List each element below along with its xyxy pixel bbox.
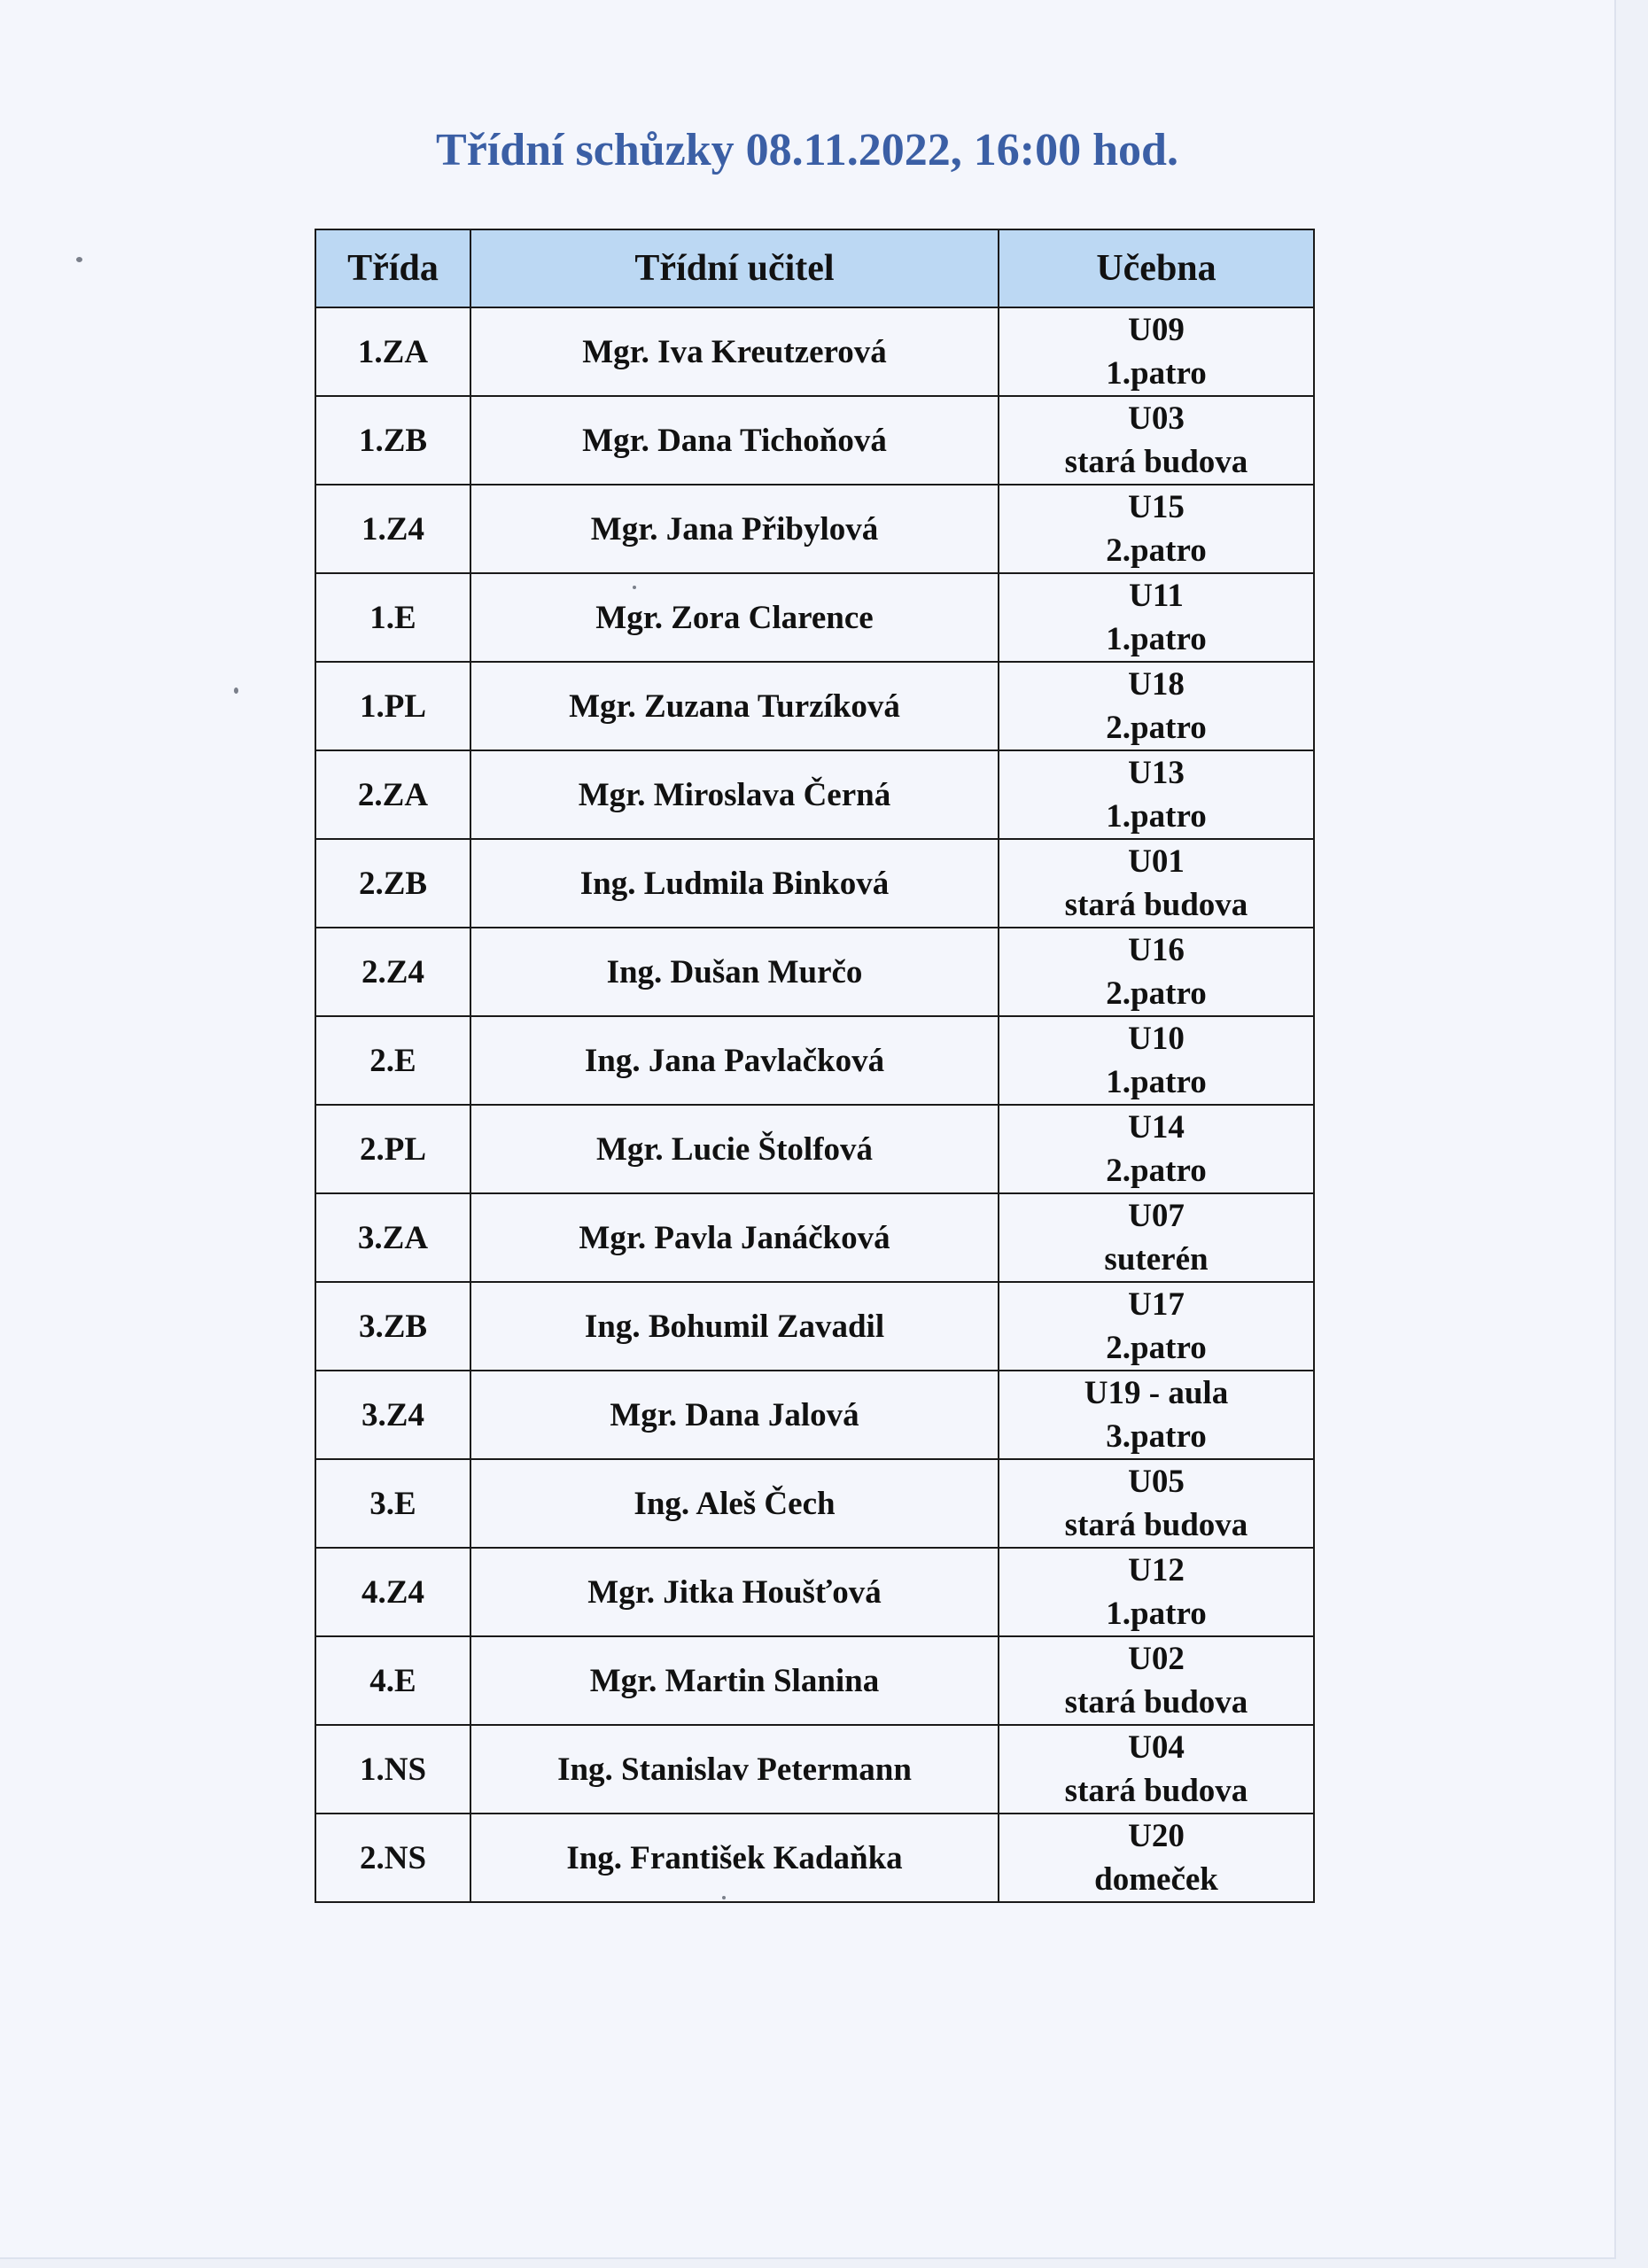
- scan-speck: [633, 586, 636, 589]
- table-row: [315, 750, 1314, 839]
- class-cell: 2.ZA: [315, 750, 470, 839]
- room-code: U19 - aula: [1084, 1375, 1229, 1411]
- teacher-cell: Ing. Ludmila Binková: [470, 839, 999, 928]
- table-row: [315, 1193, 1314, 1282]
- teacher-cell: Mgr. Pavla Janáčková: [470, 1193, 999, 1282]
- room-location: stará budova: [1064, 1507, 1248, 1543]
- room-cell: [999, 1105, 1314, 1193]
- class-cell: 2.ZB: [315, 839, 470, 928]
- table-row: [315, 1459, 1314, 1548]
- scan-speck: [234, 687, 238, 694]
- teacher-cell: Mgr. Zora Clarence: [470, 573, 999, 662]
- header-teacher: Třídní učitel: [470, 229, 999, 307]
- room-code: U20: [1128, 1818, 1185, 1854]
- class-cell: 1.Z4: [315, 485, 470, 573]
- room-cell: [999, 1548, 1314, 1636]
- header-room: Učebna: [999, 229, 1314, 307]
- teacher-cell: Mgr. Lucie Štolfová: [470, 1105, 999, 1193]
- table-row: [315, 1371, 1314, 1459]
- class-cell: 1.E: [315, 573, 470, 662]
- room-location: 2.patro: [1106, 1330, 1207, 1366]
- room-location: 1.patro: [1106, 621, 1207, 657]
- room-location: domeček: [1094, 1861, 1218, 1898]
- meeting-schedule-table: [315, 229, 1315, 1903]
- class-cell: 2.NS: [315, 1814, 470, 1902]
- teacher-cell: Mgr. Zuzana Turzíková: [470, 662, 999, 750]
- class-cell: 3.ZB: [315, 1282, 470, 1371]
- room-location: stará budova: [1064, 444, 1248, 480]
- class-cell: 2.E: [315, 1016, 470, 1105]
- room-code: U16: [1128, 932, 1185, 968]
- room-cell: [999, 1016, 1314, 1105]
- teacher-cell: Ing. Aleš Čech: [470, 1459, 999, 1548]
- class-cell: 4.Z4: [315, 1548, 470, 1636]
- table-row: [315, 839, 1314, 928]
- room-code: U14: [1128, 1109, 1185, 1146]
- page-title: Třídní schůzky 08.11.2022, 16:00 hod.: [436, 125, 1178, 175]
- class-cell: 3.E: [315, 1459, 470, 1548]
- room-code: U18: [1128, 666, 1185, 703]
- teacher-cell: Ing. Jana Pavlačková: [470, 1016, 999, 1105]
- room-code: U11: [1129, 578, 1184, 614]
- teacher-cell: Mgr. Dana Tichoňová: [470, 396, 999, 485]
- table-row: [315, 1105, 1314, 1193]
- room-cell: [999, 750, 1314, 839]
- room-cell: [999, 307, 1314, 396]
- room-code: U07: [1128, 1198, 1185, 1234]
- table-row: [315, 1282, 1314, 1371]
- class-cell: 1.ZA: [315, 307, 470, 396]
- room-cell: [999, 1814, 1314, 1902]
- room-location: 2.patro: [1106, 532, 1207, 569]
- table-row: [315, 396, 1314, 485]
- room-location: 1.patro: [1106, 798, 1207, 835]
- room-code: U15: [1128, 489, 1185, 525]
- room-location: 1.patro: [1106, 355, 1207, 392]
- table-row: [315, 307, 1314, 396]
- room-location: 1.patro: [1106, 1064, 1207, 1100]
- room-cell: [999, 573, 1314, 662]
- room-cell: [999, 928, 1314, 1016]
- teacher-cell: Ing. Stanislav Petermann: [470, 1725, 999, 1814]
- teacher-cell: Mgr. Jana Přibylová: [470, 485, 999, 573]
- room-code: U03: [1128, 400, 1185, 437]
- class-cell: 2.PL: [315, 1105, 470, 1193]
- room-location: 2.patro: [1106, 1153, 1207, 1189]
- room-cell: [999, 485, 1314, 573]
- teacher-cell: Ing. Bohumil Zavadil: [470, 1282, 999, 1371]
- room-cell: [999, 662, 1314, 750]
- room-code: U10: [1128, 1021, 1185, 1057]
- room-code: U05: [1128, 1464, 1185, 1500]
- room-code: U09: [1128, 312, 1185, 348]
- room-cell: [999, 1193, 1314, 1282]
- class-cell: 4.E: [315, 1636, 470, 1725]
- class-cell: 2.Z4: [315, 928, 470, 1016]
- table-row: [315, 485, 1314, 573]
- room-cell: [999, 1282, 1314, 1371]
- room-code: U04: [1128, 1729, 1185, 1766]
- room-code: U17: [1128, 1286, 1185, 1323]
- table-row: [315, 662, 1314, 750]
- room-location: 3.patro: [1106, 1418, 1207, 1455]
- room-cell: [999, 396, 1314, 485]
- room-cell: [999, 1636, 1314, 1725]
- room-cell: [999, 1371, 1314, 1459]
- room-code: U12: [1128, 1552, 1185, 1588]
- room-location: stará budova: [1064, 1773, 1248, 1809]
- class-cell: 1.PL: [315, 662, 470, 750]
- class-cell: 3.Z4: [315, 1371, 470, 1459]
- room-location: stará budova: [1064, 887, 1248, 923]
- table-row: [315, 1636, 1314, 1725]
- room-location: 2.patro: [1106, 710, 1207, 746]
- room-cell: [999, 1459, 1314, 1548]
- table-row: [315, 1814, 1314, 1902]
- teacher-cell: Mgr. Dana Jalová: [470, 1371, 999, 1459]
- room-cell: [999, 839, 1314, 928]
- table-row: [315, 1725, 1314, 1814]
- table-row: [315, 1548, 1314, 1636]
- room-location: suterén: [1104, 1241, 1209, 1278]
- table-row: [315, 1016, 1314, 1105]
- room-code: U01: [1128, 843, 1185, 880]
- room-location: stará budova: [1064, 1684, 1248, 1720]
- teacher-cell: Mgr. Miroslava Černá: [470, 750, 999, 839]
- room-code: U02: [1128, 1641, 1185, 1677]
- table-row: [315, 928, 1314, 1016]
- class-cell: 3.ZA: [315, 1193, 470, 1282]
- scan-speck: [722, 1896, 726, 1899]
- room-location: 2.patro: [1106, 975, 1207, 1012]
- scan-speck: [76, 257, 82, 262]
- room-location: 1.patro: [1106, 1596, 1207, 1632]
- header-class: Třída: [315, 229, 470, 307]
- room-code: U13: [1128, 755, 1185, 791]
- table-header-row: [315, 229, 1314, 307]
- table-row: [315, 573, 1314, 662]
- room-cell: [999, 1725, 1314, 1814]
- class-cell: 1.ZB: [315, 396, 470, 485]
- teacher-cell: Mgr. Iva Kreutzerová: [470, 307, 999, 396]
- teacher-cell: Mgr. Jitka Houšťová: [470, 1548, 999, 1636]
- teacher-cell: Ing. Dušan Murčo: [470, 928, 999, 1016]
- class-cell: 1.NS: [315, 1725, 470, 1814]
- teacher-cell: Mgr. Martin Slanina: [470, 1636, 999, 1725]
- teacher-cell: Ing. František Kadaňka: [470, 1814, 999, 1902]
